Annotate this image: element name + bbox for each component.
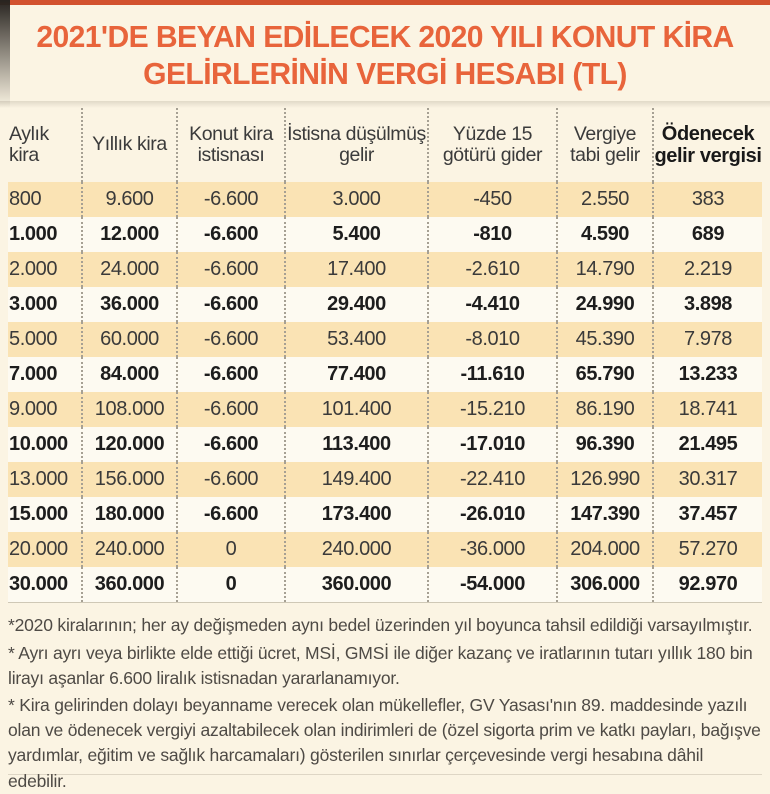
table-cell: 306.000 xyxy=(557,567,653,602)
table-cell: -6.600 xyxy=(177,462,285,497)
table-cell: 1.000 xyxy=(8,217,82,252)
table-row xyxy=(8,217,762,252)
table-cell: 800 xyxy=(8,182,82,217)
table-cell: 360.000 xyxy=(285,567,428,602)
table-cell: -22.410 xyxy=(428,462,557,497)
page-title-line2: GELİRLERİNİN VERGİ HESABI (TL) xyxy=(143,56,627,92)
table-cell: 30.317 xyxy=(653,462,762,497)
table-cell: 96.390 xyxy=(557,427,653,462)
table-cell: 36.000 xyxy=(82,287,177,322)
table-cell: -36.000 xyxy=(428,532,557,567)
table-body xyxy=(8,182,762,602)
table-cell: 3.000 xyxy=(8,287,82,322)
table-cell: 2.550 xyxy=(557,182,653,217)
column-header: Konut kira istisnası xyxy=(177,108,285,182)
table-cell: 3.898 xyxy=(653,287,762,322)
table-cell: 180.000 xyxy=(82,497,177,532)
table-cell: -17.010 xyxy=(428,427,557,462)
page-title xyxy=(12,18,759,92)
table-cell: 9.000 xyxy=(8,392,82,427)
table-cell: 53.400 xyxy=(285,322,428,357)
table-cell: -8.010 xyxy=(428,322,557,357)
table-cell: -6.600 xyxy=(177,287,285,322)
table-cell: 24.000 xyxy=(82,252,177,287)
table-row xyxy=(8,322,762,357)
table-cell: 92.970 xyxy=(653,567,762,602)
table-cell: 2.000 xyxy=(8,252,82,287)
page-title-line1: 2021'DE BEYAN EDİLECEK 2020 YILI KONUT KİRA xyxy=(36,19,734,54)
table-cell: -6.600 xyxy=(177,322,285,357)
table-cell: 7.000 xyxy=(8,357,82,392)
table-cell: 13.233 xyxy=(653,357,762,392)
table-row xyxy=(8,287,762,322)
table-cell: 86.190 xyxy=(557,392,653,427)
tax-table xyxy=(8,108,762,602)
table-head-row xyxy=(8,108,762,182)
table-cell: 20.000 xyxy=(8,532,82,567)
table-cell: 37.457 xyxy=(653,497,762,532)
table-cell: 60.000 xyxy=(82,322,177,357)
table-cell: 4.590 xyxy=(557,217,653,252)
column-header: Yüzde 15 götürü gider xyxy=(428,108,557,182)
table-cell: 12.000 xyxy=(82,217,177,252)
table-cell: 3.000 xyxy=(285,182,428,217)
table-cell: 120.000 xyxy=(82,427,177,462)
top-edge-bar xyxy=(0,0,770,5)
table-cell: -6.600 xyxy=(177,217,285,252)
header-divider xyxy=(0,101,770,108)
table-row xyxy=(8,427,762,462)
table-cell: 30.000 xyxy=(8,567,82,602)
table-cell: 17.400 xyxy=(285,252,428,287)
page-edge-shadow xyxy=(0,0,10,108)
table-cell: -6.600 xyxy=(177,252,285,287)
table-cell: 240.000 xyxy=(285,532,428,567)
table-cell: 156.000 xyxy=(82,462,177,497)
column-header: Yıllık kira xyxy=(82,108,177,182)
table-cell: 173.400 xyxy=(285,497,428,532)
table-cell: 14.790 xyxy=(557,252,653,287)
table-cell: -6.600 xyxy=(177,357,285,392)
table-cell: -2.610 xyxy=(428,252,557,287)
footnotes xyxy=(8,602,762,793)
column-header: Ödenecek gelir vergisi xyxy=(654,122,762,168)
footnote-2: * Ayrı ayrı veya birlikte elde ettiği ücret, MSİ, GMSİ ile diğer kazanç ve iratlarının tutarı yıllık 180 bin lirayı aşanlar 6.600 liralık istisnadan yararlanamıyor. xyxy=(8,642,753,688)
table-row xyxy=(8,532,762,567)
table-row xyxy=(8,567,762,602)
footnote-3: * Kira gelirinden dolayı beyanname verecek olan mükellefler, GV Yasası'nın 89. maddesinde yazılı olan ve ödenecek vergiyi azaltabilecek olan indirimleri de (özel sigorta prim ve katkı payları, bağışve yardımlar, eğitim ve sağlık harcamaları) gösterilen sınırlar çerçevesinde vergi hesabına dâhil edebilir. xyxy=(8,694,761,791)
table-cell: 10.000 xyxy=(8,427,82,462)
table-cell: -6.600 xyxy=(177,427,285,462)
footnote-1: *2020 kiralarının; her ay değişmeden aynı bedel üzerinden yıl boyunca tahsil edildiği varsayılmıştır. xyxy=(8,615,753,636)
table-row xyxy=(8,392,762,427)
table-cell: 360.000 xyxy=(82,567,177,602)
table-cell: 7.978 xyxy=(653,322,762,357)
table-cell: 15.000 xyxy=(8,497,82,532)
bottom-divider xyxy=(8,774,762,775)
table-cell: -810 xyxy=(428,217,557,252)
table-cell: 2.219 xyxy=(653,252,762,287)
table-cell: -450 xyxy=(428,182,557,217)
table-cell: 5.400 xyxy=(285,217,428,252)
table-cell: 21.495 xyxy=(653,427,762,462)
table-cell: 0 xyxy=(177,567,285,602)
table-row xyxy=(8,357,762,392)
table-cell: -26.010 xyxy=(428,497,557,532)
table-cell: -6.600 xyxy=(177,497,285,532)
table-row xyxy=(8,182,762,217)
table-cell: 108.000 xyxy=(82,392,177,427)
table-cell: -4.410 xyxy=(428,287,557,322)
table-cell: 18.741 xyxy=(653,392,762,427)
column-header: Vergiye tabi gelir xyxy=(557,108,653,182)
table-cell: 0 xyxy=(177,532,285,567)
header xyxy=(0,0,770,92)
table-cell: 84.000 xyxy=(82,357,177,392)
table-cell: 5.000 xyxy=(8,322,82,357)
table-cell: 204.000 xyxy=(557,532,653,567)
table-cell: -15.210 xyxy=(428,392,557,427)
table-row xyxy=(8,252,762,287)
table-cell: 24.990 xyxy=(557,287,653,322)
table-header xyxy=(8,108,762,182)
table-cell: 383 xyxy=(653,182,762,217)
table-cell: 101.400 xyxy=(285,392,428,427)
column-header: İstisna düşülmüş gelir xyxy=(285,108,428,182)
table-row xyxy=(8,497,762,532)
table-cell: 149.400 xyxy=(285,462,428,497)
table-cell: -6.600 xyxy=(177,392,285,427)
table-cell: 65.790 xyxy=(557,357,653,392)
table-cell: 147.390 xyxy=(557,497,653,532)
table-cell: 13.000 xyxy=(8,462,82,497)
table-cell: 57.270 xyxy=(653,532,762,567)
table-cell: 29.400 xyxy=(285,287,428,322)
table-cell: -54.000 xyxy=(428,567,557,602)
table-cell: 113.400 xyxy=(285,427,428,462)
column-header: Aylık kira xyxy=(8,108,82,182)
table-cell: 77.400 xyxy=(285,357,428,392)
table-cell: -6.600 xyxy=(177,182,285,217)
table-cell: 240.000 xyxy=(82,532,177,567)
table-row xyxy=(8,462,762,497)
table-cell: 689 xyxy=(653,217,762,252)
table-cell: 126.990 xyxy=(557,462,653,497)
table-cell: -11.610 xyxy=(428,357,557,392)
table-cell: 45.390 xyxy=(557,322,653,357)
table-cell: 9.600 xyxy=(82,182,177,217)
